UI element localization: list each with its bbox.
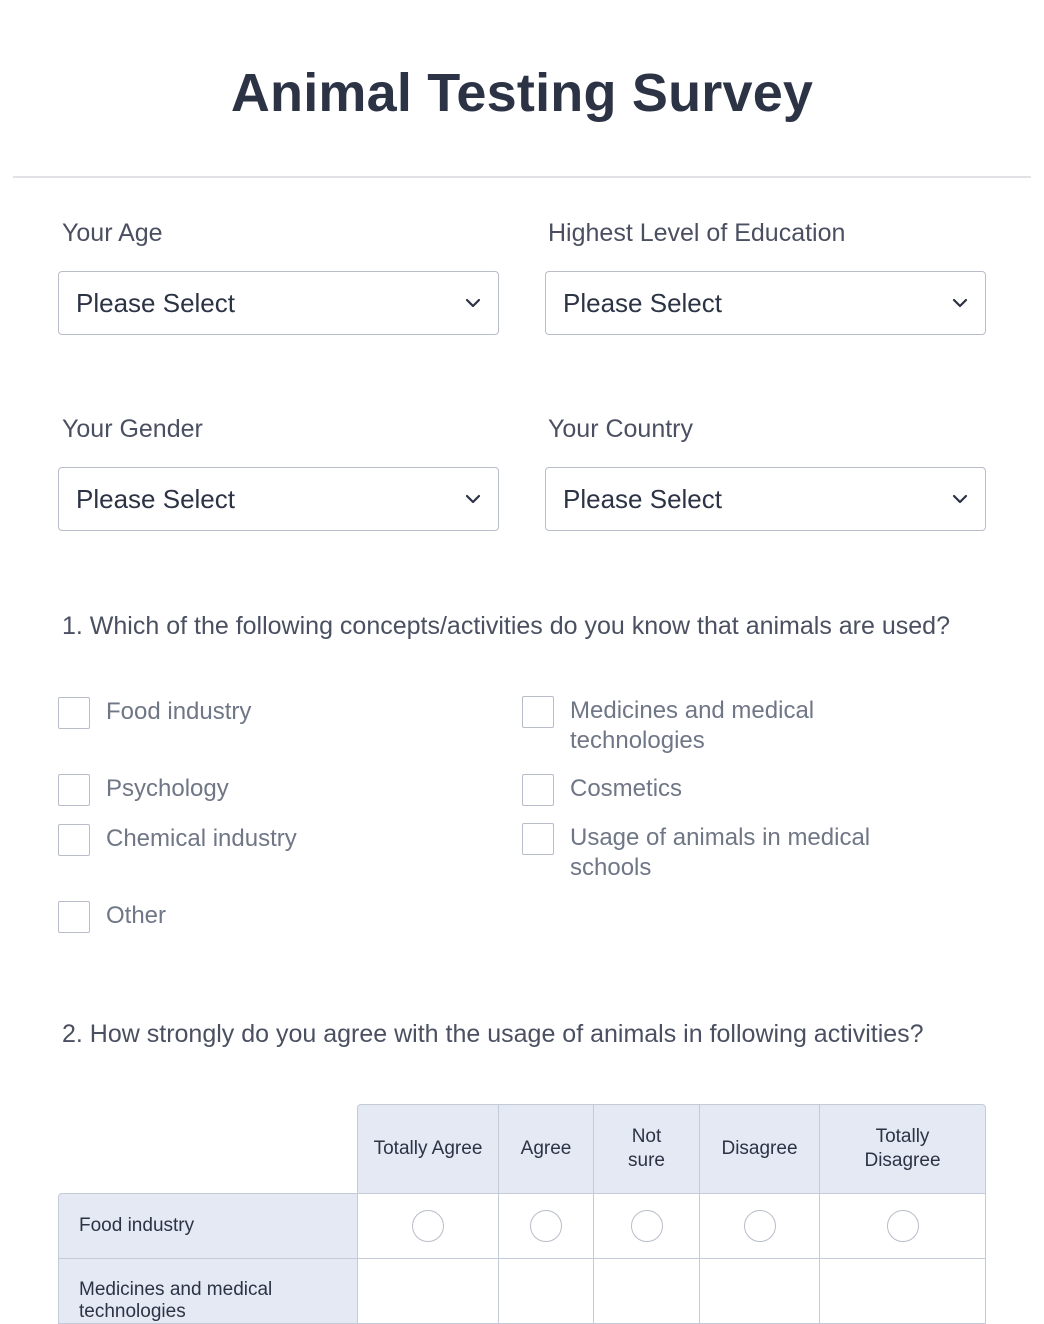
matrix-cell	[357, 1258, 499, 1324]
checkbox-option[interactable]	[58, 697, 486, 729]
matrix-cell	[357, 1193, 499, 1259]
checkbox[interactable]	[58, 774, 90, 806]
checkbox-option[interactable]	[522, 823, 910, 883]
country-label: Your Country	[548, 415, 693, 443]
matrix-column-header: Agree	[498, 1104, 594, 1194]
checkbox-option[interactable]	[58, 824, 486, 856]
matrix-row-label: Food industry	[58, 1193, 358, 1259]
form-title: Animal Testing Survey	[230, 63, 814, 123]
checkbox-label: Usage of animals in medical schools	[570, 824, 871, 881]
checkbox-label: Chemical industry	[106, 825, 297, 852]
radio-button[interactable]	[744, 1210, 776, 1242]
country-select-value: Please Select	[563, 483, 722, 514]
gender-select[interactable]	[58, 467, 499, 531]
checkbox-label: Cosmetics	[570, 775, 683, 802]
matrix-column-header: Not sure	[593, 1104, 700, 1194]
checkbox[interactable]	[58, 697, 90, 729]
education-select[interactable]	[545, 271, 986, 335]
gender-select-value: Please Select	[76, 483, 235, 514]
matrix-column-header: Totally Disagree	[819, 1104, 986, 1194]
checkbox-option[interactable]	[522, 696, 900, 756]
checkbox[interactable]	[58, 824, 90, 856]
gender-label: Your Gender	[62, 415, 203, 443]
chevron-down-icon	[464, 294, 482, 312]
chevron-down-icon	[464, 490, 482, 508]
matrix-cell	[699, 1193, 820, 1259]
question-1-text: 1. Which of the following concepts/activities do you know that animals are used?	[62, 612, 950, 640]
country-select[interactable]	[545, 467, 986, 531]
question-2-text: 2. How strongly do you agree with the usage of animals in following activities?	[62, 1020, 924, 1048]
age-label: Your Age	[62, 219, 163, 247]
checkbox-label: Medicines and medical technologies	[570, 697, 815, 754]
matrix-cell	[819, 1193, 986, 1259]
matrix-cell	[819, 1258, 986, 1324]
checkbox[interactable]	[522, 696, 554, 728]
radio-button[interactable]	[412, 1210, 444, 1242]
radio-button[interactable]	[631, 1210, 663, 1242]
matrix-row-label: Medicines and medical technologies	[58, 1258, 358, 1324]
checkbox-label: Food industry	[106, 698, 252, 725]
matrix-column-header: Disagree	[699, 1104, 820, 1194]
checkbox[interactable]	[522, 774, 554, 806]
matrix-column-header: Totally Agree	[357, 1104, 499, 1194]
matrix-cell	[498, 1193, 594, 1259]
education-label: Highest Level of Education	[548, 219, 846, 247]
checkbox-label: Other	[106, 902, 167, 929]
radio-button[interactable]	[887, 1210, 919, 1242]
matrix-cell	[498, 1258, 594, 1324]
matrix-cell	[699, 1258, 820, 1324]
checkbox-option[interactable]	[522, 774, 950, 806]
matrix-cell	[593, 1193, 700, 1259]
education-select-value: Please Select	[563, 287, 722, 318]
checkbox-option[interactable]	[58, 901, 486, 933]
checkbox[interactable]	[522, 823, 554, 855]
matrix-cell	[593, 1258, 700, 1324]
title-divider	[13, 176, 1031, 178]
chevron-down-icon	[951, 294, 969, 312]
checkbox-option[interactable]	[58, 774, 486, 806]
checkbox[interactable]	[58, 901, 90, 933]
age-select[interactable]	[58, 271, 499, 335]
age-select-value: Please Select	[76, 287, 235, 318]
checkbox-label: Psychology	[106, 775, 229, 802]
radio-button[interactable]	[530, 1210, 562, 1242]
chevron-down-icon	[951, 490, 969, 508]
